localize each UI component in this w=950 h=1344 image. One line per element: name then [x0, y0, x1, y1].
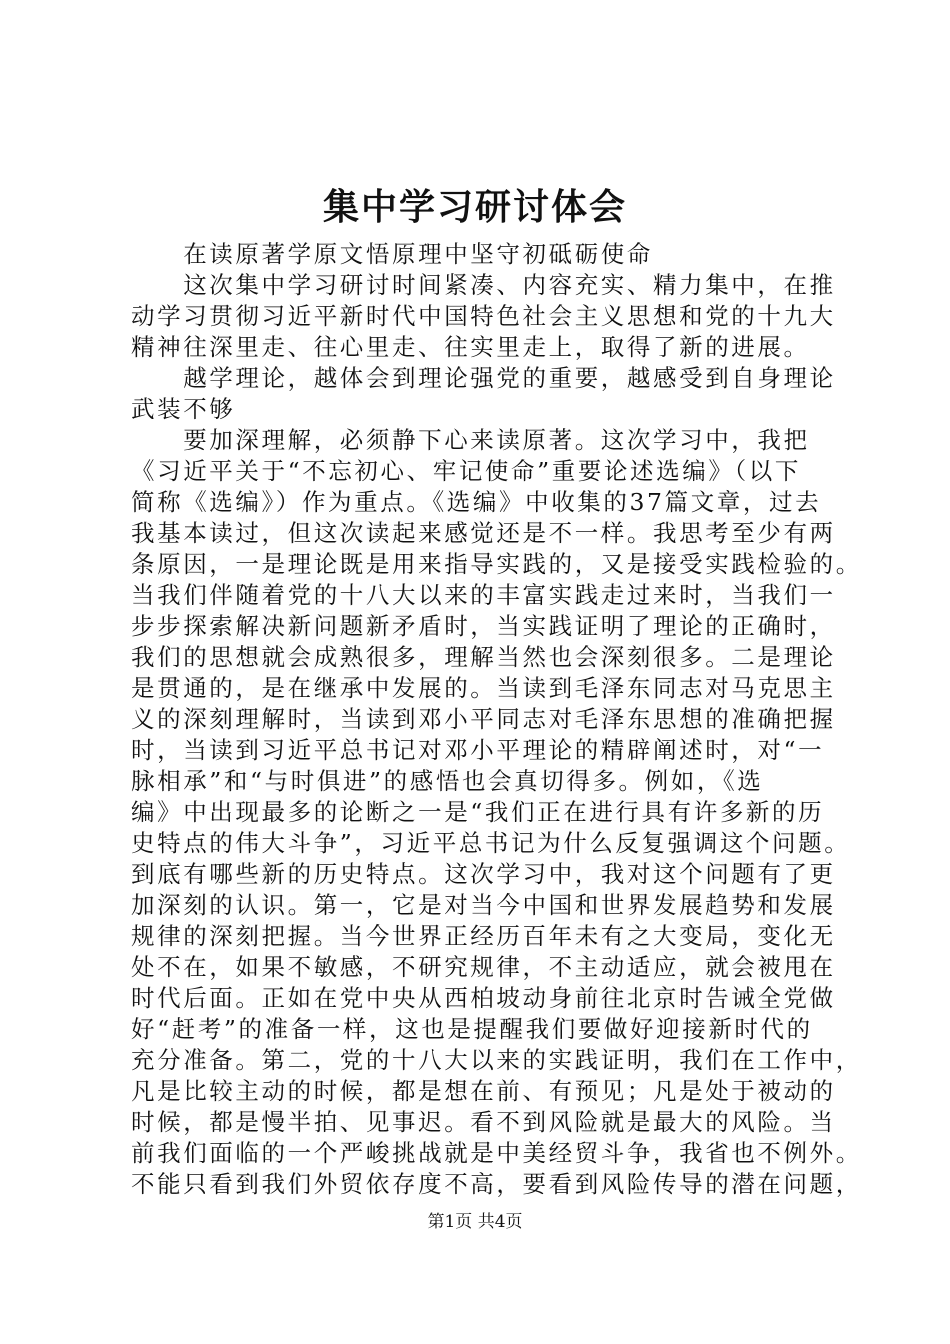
text-line: 时候，都是慢半拍、见事迟。看不到风险就是最大的风险。当 — [131, 1108, 836, 1136]
text-line: 处不在，如果不敏感，不研究规律，不主动适应，就会被甩在 — [131, 953, 836, 981]
text-line: 加深刻的认识。第一，它是对当今中国和世界发展趋势和发展 — [131, 891, 836, 919]
text-line: 我基本读过，但这次读起来感觉还是不一样。我思考至少有两 — [131, 519, 836, 547]
text-line: 不能只看到我们外贸依存度不高，要看到风险传导的潜在问题， — [131, 1170, 862, 1198]
text-line: 义的深刻理解时，当读到邓小平同志对毛泽东思想的准确把握 — [131, 705, 836, 733]
text-line: 编》中出现最多的论断之一是“我们正在进行具有许多新的历 — [131, 798, 825, 826]
text-line: 武装不够 — [131, 395, 236, 423]
text-line: 动学习贯彻习近平新时代中国特色社会主义思想和党的十九大 — [131, 302, 836, 330]
text-line: 时代后面。正如在党中央从西柏坡动身前往北京时告诫全党做 — [131, 984, 836, 1012]
text-line: 时，当读到习近平总书记对邓小平理论的精辟阐述时，对“一 — [131, 736, 825, 764]
text-line: 步步探索解决新问题新矛盾时，当实践证明了理论的正确时， — [131, 612, 836, 640]
text-line: 脉相承”和“与时俱进”的感悟也会真切得多。例如，《选 — [131, 767, 764, 795]
document-title: 集中学习研讨体会 — [322, 186, 627, 228]
text-line: 条原因，一是理论既是用来指导实践的，又是接受实践检验的。 — [131, 550, 862, 578]
text-line: 这次集中学习研讨时间紧凑、内容充实、精力集中，在推 — [131, 271, 836, 299]
text-line: 到底有哪些新的历史特点。这次学习中，我对这个问题有了更 — [131, 860, 836, 888]
text-line: 要加深理解，必须静下心来读原著。这次学习中，我把 — [131, 426, 810, 454]
text-line: 当我们伴随着党的十八大以来的丰富实践走过来时，当我们一 — [131, 581, 836, 609]
text-line: 我们的思想就会成熟很多，理解当然也会深刻很多。二是理论 — [131, 643, 836, 671]
text-line: 精神往深里走、往心里走、往实里走上，取得了新的进展。 — [131, 333, 810, 361]
text-line: 简称《选编》）作为重点。《选编》中收集的37篇文章，过去 — [131, 488, 822, 516]
text-line: 好“赶考”的准备一样，这也是提醒我们要做好迎接新时代的 — [131, 1015, 813, 1043]
page-footer: 第1页 共4页 — [427, 1212, 523, 1232]
text-line: 越学理论，越体会到理论强党的重要，越感受到自身理论 — [131, 364, 836, 392]
text-line: 《习近平关于“不忘初心、牢记使命”重要论述选编》（以下 — [131, 457, 801, 485]
text-line: 规律的深刻把握。当今世界正经历百年未有之大变局，变化无 — [131, 922, 836, 950]
text-line: 充分准备。第二，党的十八大以来的实践证明，我们在工作中， — [131, 1046, 862, 1074]
text-line: 是贯通的，是在继承中发展的。当读到毛泽东同志对马克思主 — [131, 674, 836, 702]
document-body — [131, 239, 862, 1200]
text-line: 凡是比较主动的时候，都是想在前、有预见；凡是处于被动的 — [131, 1077, 836, 1105]
text-line: 前我们面临的一个严峻挑战就是中美经贸斗争，我省也不例外。 — [131, 1139, 862, 1167]
text-line: 在读原著学原文悟原理中坚守初砥砺使命 — [131, 240, 653, 268]
text-line: 史特点的伟大斗争”，习近平总书记为什么反复强调这个问题。 — [131, 829, 851, 857]
